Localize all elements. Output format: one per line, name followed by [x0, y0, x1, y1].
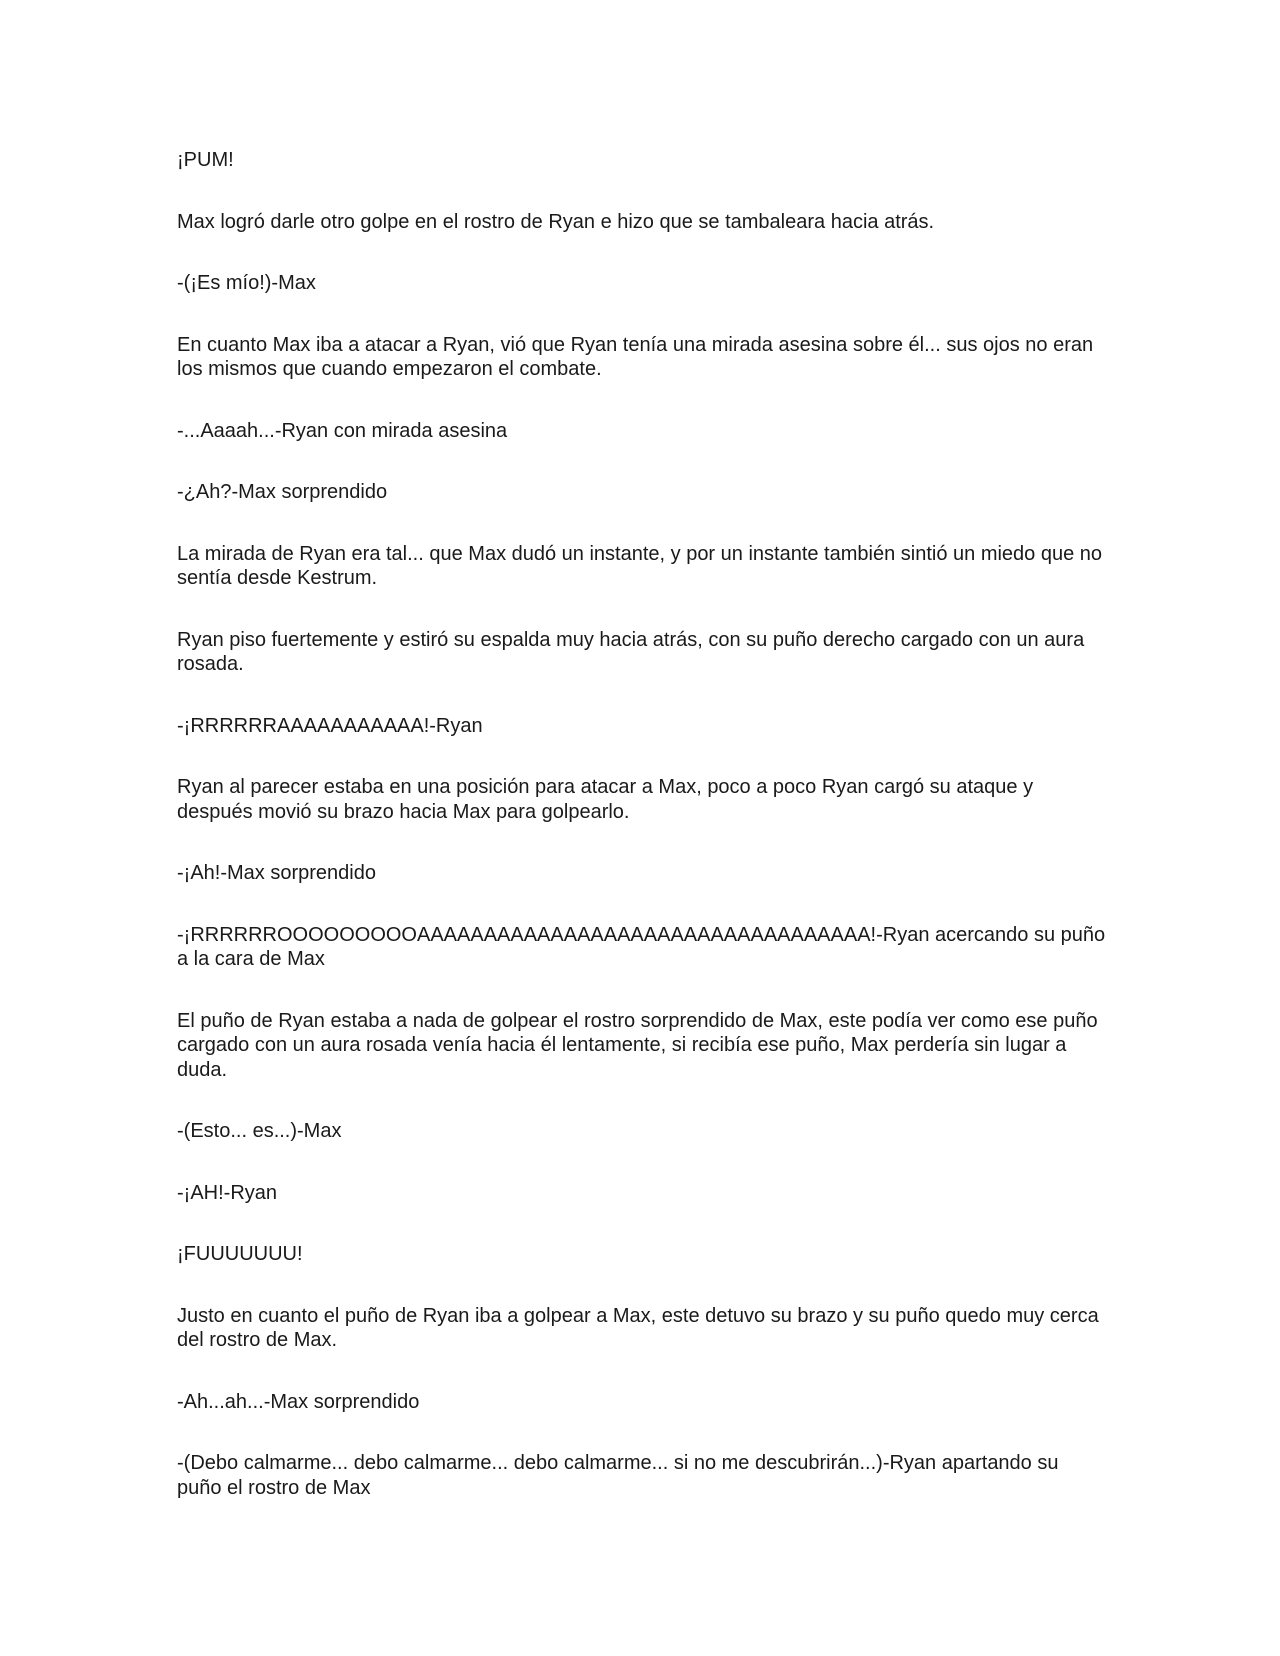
- paragraph-narration: En cuanto Max iba a atacar a Ryan, vió que Ryan tenía una mirada asesina sobre él... sus ojos no eran los mismos que cuando empezaron el combate.: [177, 333, 1094, 380]
- paragraph-dialogue: -¡RRRRRROOOOOOOOOAAAAAAAAAAAAAAAAAAAAAAAAAAAAAAAAAA!-Ryan acercando su puño a la cara de Max: [177, 923, 1106, 970]
- paragraph-narration: Ryan al parecer estaba en una posición para atacar a Max, poco a poco Ryan cargó su ataque y después movió su brazo hacia Max para golpearlo.: [177, 776, 1034, 823]
- paragraph-dialogue: -¡RRRRRRAAAAAAAAAAA!-Ryan: [177, 714, 483, 737]
- paragraph-narration: El puño de Ryan estaba a nada de golpear el rostro sorprendido de Max, este podía ver como ese puño cargado con un aura rosada venía hacia él lentamente, si recibía ese puño, Max perdería sin lugar a duda.: [177, 1009, 1098, 1081]
- paragraph-narration: Ryan piso fuertemente y estiró su espalda muy hacia atrás, con su puño derecho cargado con un aura rosada.: [177, 628, 1085, 675]
- paragraph-narration: Justo en cuanto el puño de Ryan iba a golpear a Max, este detuvo su brazo y su puño quedo muy cerca del rostro de Max.: [177, 1304, 1099, 1351]
- paragraph-dialogue: -¿Ah?-Max sorprendido: [177, 481, 388, 503]
- paragraph-sound-pum: ¡PUM!: [177, 149, 234, 171]
- paragraph-sound-fuuu: ¡FUUUUUUU!: [177, 1243, 303, 1265]
- paragraph-dialogue: -(Esto... es...)-Max: [177, 1120, 342, 1142]
- paragraph-dialogue: -¡AH!-Ryan: [177, 1181, 278, 1204]
- paragraph-dialogue: -(¡Es mío!)-Max: [177, 272, 316, 294]
- paragraph-dialogue: -(Debo calmarme... debo calmarme... debo calmarme... si no me descubrirán...)-Ryan apartando su puño el rostro de Max: [177, 1452, 1059, 1499]
- paragraph-dialogue: -Ah...ah...-Max sorprendido: [177, 1390, 420, 1413]
- paragraph-narration: La mirada de Ryan era tal... que Max dudó un instante, y por un instante también sintió un miedo que no sentía desde Kestrum.: [177, 542, 1103, 589]
- paragraph-dialogue: -¡Ah!-Max sorprendido: [177, 862, 376, 884]
- paragraph-narration: Max logró darle otro golpe en el rostro de Ryan e hizo que se tambaleara hacia atrás.: [177, 210, 935, 233]
- page-body: [177, 148, 1107, 1537]
- paragraph-dialogue: -...Aaaah...-Ryan con mirada asesina: [177, 419, 508, 442]
